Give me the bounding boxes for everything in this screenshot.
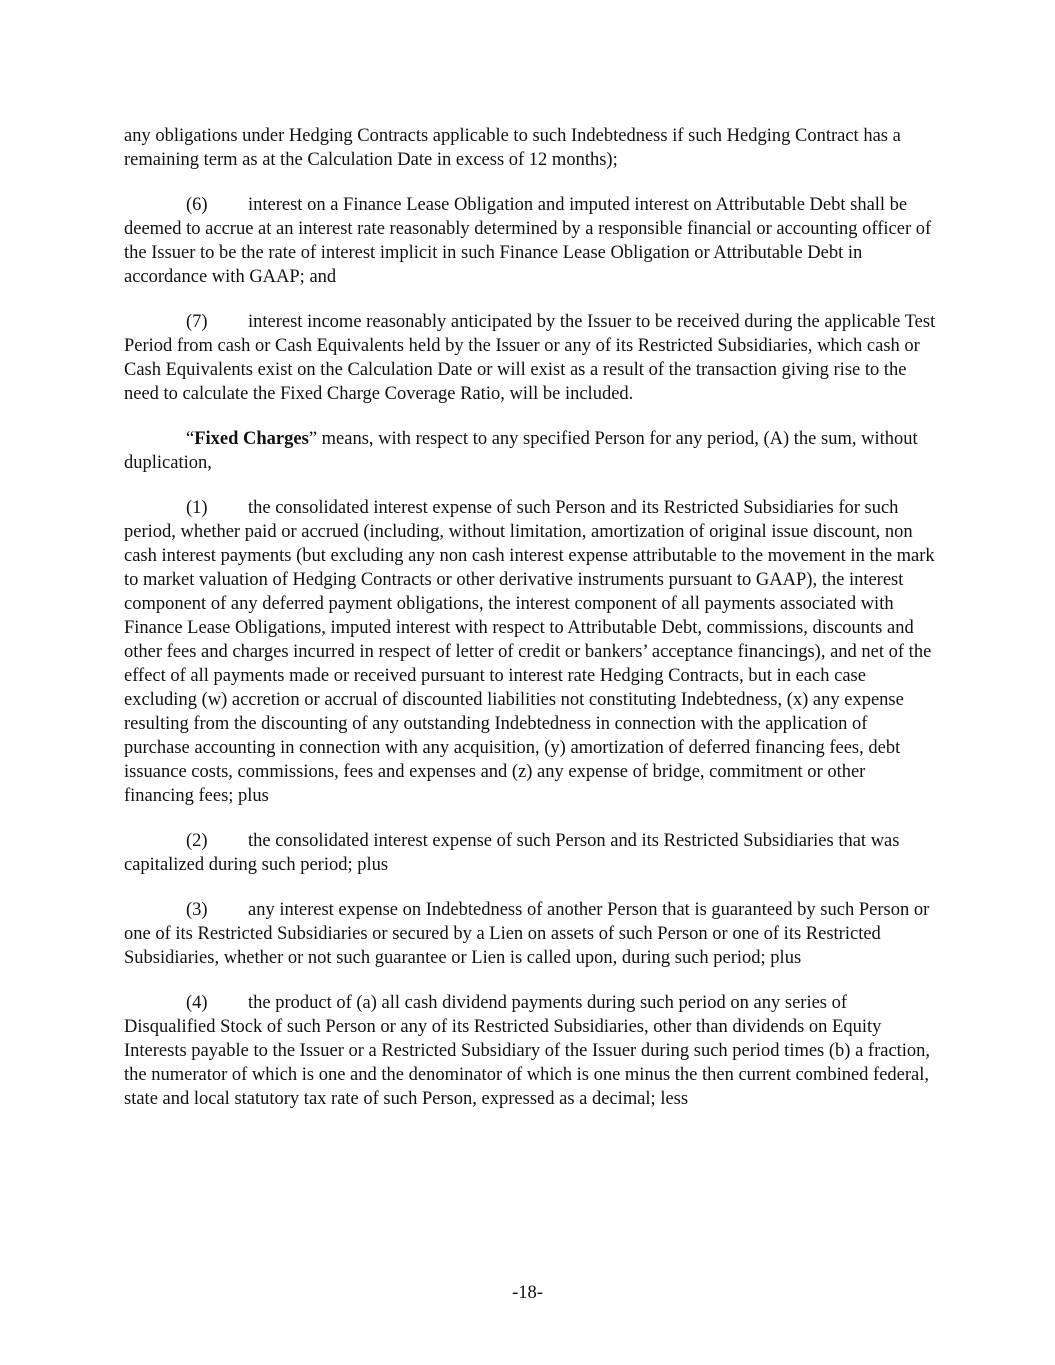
clause-text: interest on a Finance Lease Obligation and imputed interest on Attributable Debt shall be deemed to accrue at an interest rate reasonably determined by a responsible financial or accounting officer of the Issuer to be the rate of interest implicit in such Finance Lease Obligation or Attributable Debt in accordance with GAAP; and	[124, 195, 932, 287]
open-quote: “	[186, 429, 195, 449]
clause-text: interest income reasonably anticipated by the Issuer to be received during the applicable Test Period from cash or Cash Equivalents held by the Issuer or any of its Restricted Subsidiaries, which cash or Cash Equivalents exist on the Calculation Date or will exist as a result of the transaction giving rise to the need to calculate the Fixed Charge Coverage Ratio, will be included.	[124, 312, 936, 404]
clause-1	[124, 496, 936, 808]
clause-text: the consolidated interest expense of such Person and its Restricted Subsidiaries for such period, whether paid or accrued (including, without limitation, amortization of original issue discount, non cash interest payments (but excluding any non cash interest expense attributable to the movement in the mark to market valuation of Hedging Contracts or other derivative instruments pursuant to GAAP), the interest component of any deferred payment obligations, the interest component of all payments associated with Finance Lease Obligations, imputed interest with respect to Attributable Debt, commissions, discounts and other fees and charges incurred in respect of letter of credit or bankers’ acceptance financings), and net of the effect of all payments made or received pursuant to interest rate Hedging Contracts, but in each case excluding (w) accretion or accrual of discounted liabilities not constituting Indebtedness, (x) any expense resulting from the discounting of any outstanding Indebtedness in connection with the application of purchase accounting in connection with any acquisition, (y) amortization of deferred financing fees, debt issuance costs, commissions, fees and expenses and (z) any expense of bridge, commitment or other financing fees; plus	[124, 498, 935, 806]
clause-text: the consolidated interest expense of such Person and its Restricted Subsidiaries that was capitalized during such period; plus	[124, 831, 900, 875]
close-quote: ”	[308, 429, 318, 449]
clause-text: the product of (a) all cash dividend payments during such period on any series of Disqualified Stock of such Person or any of its Restricted Subsidiaries, other than dividends on Equity Interests payable to the Issuer or a Restricted Subsidiary of the Issuer during such period times (b) a fraction, the numerator of which is one and the denominator of which is one minus the then current combined federal, state and local statutory tax rate of such Person, expressed as a decimal; less	[124, 993, 931, 1109]
clause-number: (2)	[186, 831, 208, 851]
page-number: -18-	[512, 1283, 543, 1303]
clause-number: (7)	[186, 312, 208, 332]
clause-6	[124, 193, 936, 289]
clause-number: (3)	[186, 900, 208, 920]
clause-number: (6)	[186, 195, 208, 215]
clause-2	[124, 829, 936, 877]
continuation-paragraph: any obligations under Hedging Contracts applicable to such Indebtedness if such Hedging Contract has a remaining term as at the Calculation Date in excess of 12 months);	[124, 126, 901, 170]
clause-number: (1)	[186, 498, 208, 518]
clause-7	[124, 310, 936, 406]
definition-fixed-charges	[124, 427, 936, 475]
clause-number: (4)	[186, 993, 208, 1013]
defined-term: Fixed Charges	[194, 429, 309, 449]
clause-text: any interest expense on Indebtedness of another Person that is guaranteed by such Person or one of its Restricted Subsidiaries or secured by a Lien on assets of such Person or one of its Restricted Subsidiaries, whether or not such guarantee or Lien is called upon, during such period; plus	[124, 900, 930, 968]
definition-text: means, with respect to any specified Person for any period, (A) the sum, without duplication,	[124, 429, 918, 473]
document-page	[124, 124, 936, 1132]
clause-3	[124, 898, 936, 970]
clause-4	[124, 991, 936, 1111]
